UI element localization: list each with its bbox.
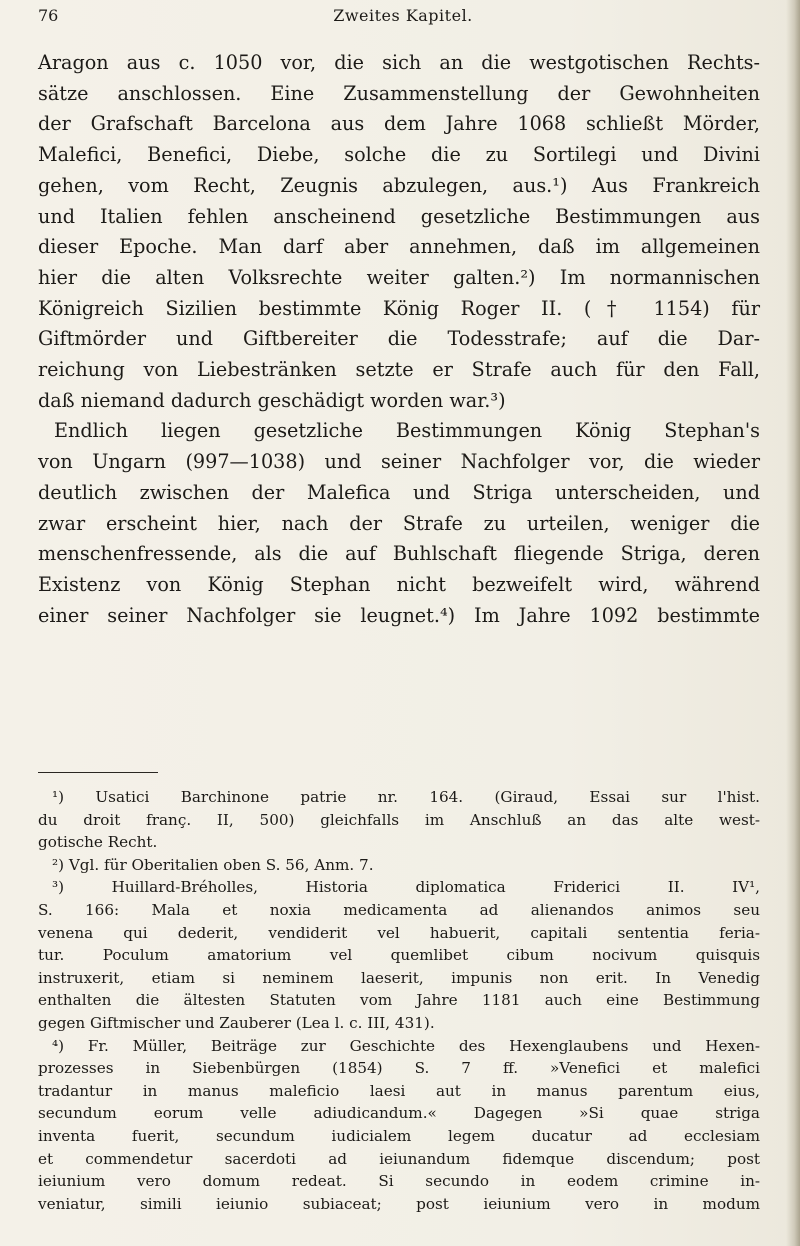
text-line: Malefici, Benefici, Diebe, solche die zu Sortilegi und Divini xyxy=(38,143,760,167)
footnote-line: tur. Poculum amatorium vel quemlibet cibum nocivum quisquis xyxy=(38,946,760,965)
text-line: von Ungarn (997—1038) und seiner Nachfolger vor, die wieder xyxy=(38,450,760,474)
text-line: Königreich Sizilien bestimmte König Roger II. († 1154) für xyxy=(38,296,760,320)
footnote-line: prozesses in Siebenbürgen (1854) S. 7 ff. »Venefici et malefici xyxy=(38,1059,760,1078)
footnote xyxy=(38,786,760,854)
footnote-line: gotische Recht. xyxy=(38,833,158,852)
footnote-line: veniatur, simili ieiunio subiaceat; post ieiunium vero in modum xyxy=(38,1194,760,1213)
footnotes xyxy=(38,786,760,1215)
footnote-line: gegen Giftmischer und Zauberer (Lea l. c. III, 431). xyxy=(38,1013,435,1032)
page-edge-shadow xyxy=(786,0,800,1246)
footnote xyxy=(38,876,760,1034)
text-line: daß niemand dadurch geschädigt worden war.³) xyxy=(38,388,506,412)
footnote-line: inventa fuerit, secundum iudicialem legem ducatur ad ecclesiam xyxy=(38,1126,760,1145)
text-line: gehen, vom Recht, Zeugnis abzulegen, aus.¹) Aus Frankreich xyxy=(38,173,760,197)
footnote-line: et commendetur sacerdoti ad ieiunandum fidemque discendum; post xyxy=(38,1149,760,1168)
page-header xyxy=(38,6,768,30)
running-head: Zweites Kapitel. xyxy=(333,6,473,25)
text-line: zwar erscheint hier, nach der Strafe zu urteilen, weniger die xyxy=(38,511,760,535)
page-number: 76 xyxy=(38,6,59,25)
text-line: Endlich liegen gesetzliche Bestimmungen König Stephan's xyxy=(54,419,760,443)
text-line: hier die alten Volksrechte weiter galten.²) Im normannischen xyxy=(38,265,760,289)
footnote xyxy=(38,854,760,877)
footnote-line: enthalten die ältesten Statuten vom Jahre 1181 auch eine Bestimmung xyxy=(38,991,760,1010)
footnote-line: ⁴) Fr. Müller, Beiträge zur Geschichte des Hexenglaubens und Hexen- xyxy=(52,1036,760,1055)
footnote-line: tradantur in manus maleficio laesi aut in manus parentum eius, xyxy=(38,1081,760,1100)
text-line: deutlich zwischen der Malefica und Striga unterscheiden, und xyxy=(38,480,760,504)
text-line: dieser Epoche. Man darf aber annehmen, daß im allgemeinen xyxy=(38,235,760,259)
footnote xyxy=(38,1035,760,1216)
footnote-line: ³) Huillard-Bréholles, Historia diplomatica Friderici II. IV¹, xyxy=(52,878,760,897)
footnote-line: ¹) Usatici Barchinone patrie nr. 164. (Giraud, Essai sur l'hist. xyxy=(52,788,760,806)
text-line: der Grafschaft Barcelona aus dem Jahre 1068 schließt Mörder, xyxy=(38,112,760,136)
footnote-line: ieiunium vero domum redeat. Si secundo in eodem crimine in- xyxy=(38,1172,760,1191)
text-line: einer seiner Nachfolger sie leugnet.⁴) Im Jahre 1092 bestimmte xyxy=(38,603,760,627)
footnote-line: S. 166: Mala et noxia medicamenta ad alienandos animos seu xyxy=(38,900,760,919)
text-line: Giftmörder und Giftbereiter die Todesstrafe; auf die Dar- xyxy=(38,327,760,351)
text-line: Existenz von König Stephan nicht bezweifelt wird, während xyxy=(38,572,760,596)
footnote-separator xyxy=(38,772,158,773)
main-text xyxy=(38,48,760,631)
text-line: menschenfressende, als die auf Buhlschaft fliegende Striga, deren xyxy=(38,542,760,566)
text-line: sätze anschlossen. Eine Zusammenstellung der Gewohnheiten xyxy=(38,81,760,105)
footnote-line: ²) Vgl. für Oberitalien oben S. 56, Anm. 7. xyxy=(52,855,374,874)
footnote-line: secundum eorum velle adiudicandum.« Dagegen »Si quae striga xyxy=(38,1104,760,1123)
footnote-line: venena qui dederit, vendiderit vel habuerit, capitali sententia feria- xyxy=(38,923,760,942)
text-line: reichung von Liebestränken setzte er Strafe auch für den Fall, xyxy=(38,358,760,382)
text-line: Aragon aus c. 1050 vor, die sich an die westgotischen Rechts- xyxy=(38,51,760,74)
footnote-line: du droit franç. II, 500) gleichfalls im Anschluß an das alte west- xyxy=(38,810,760,829)
footnote-line: instruxerit, etiam si neminem laeserit, impunis non erit. In Venedig xyxy=(38,968,760,987)
text-line: und Italien fehlen anscheinend gesetzliche Bestimmungen aus xyxy=(38,204,760,228)
